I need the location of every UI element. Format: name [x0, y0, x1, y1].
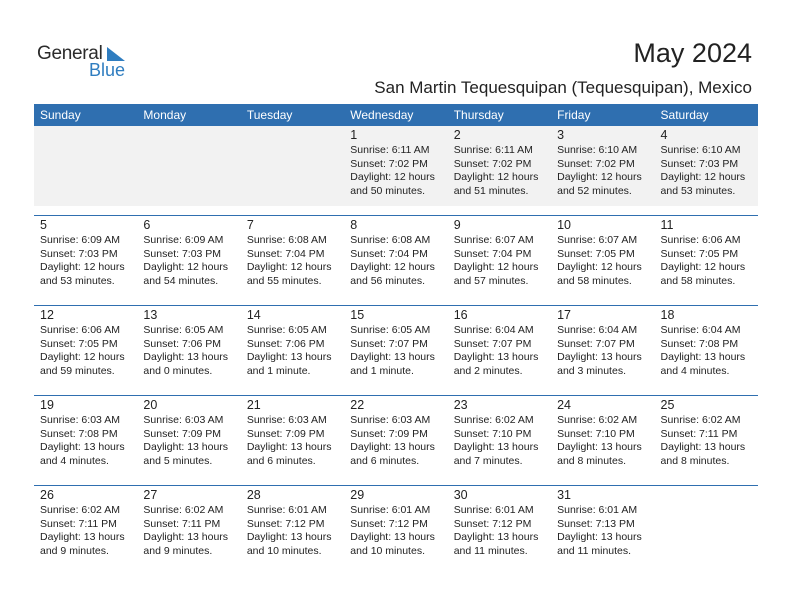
- sunset-text: Sunset: 7:09 PM: [350, 427, 428, 440]
- day-number: 30: [453, 488, 468, 502]
- daylight-text: Daylight: 13 hours: [246, 351, 332, 364]
- daylight-text: Daylight: 13 hours: [453, 531, 539, 544]
- day-cell: [551, 306, 654, 376]
- sunrise-text: Sunrise: 6:07 AM: [557, 234, 638, 246]
- day-cell: [344, 126, 447, 206]
- sunset-text: Sunset: 7:06 PM: [246, 337, 325, 350]
- empty-day-cell: [137, 126, 240, 206]
- daylight-text: Daylight: 13 hours: [557, 351, 642, 364]
- daylight-minutes-text: and 10 minutes.: [246, 544, 322, 557]
- day-cell: [344, 396, 447, 466]
- day-number: 3: [557, 128, 565, 142]
- sunrise-text: Sunrise: 6:08 AM: [246, 234, 327, 246]
- sunset-text: Sunset: 7:03 PM: [660, 157, 739, 170]
- week-row: [34, 485, 758, 556]
- day-number: 17: [557, 308, 572, 322]
- generalblue-logo: [37, 43, 137, 81]
- daylight-minutes-text: and 6 minutes.: [246, 454, 316, 467]
- daylight-text: Daylight: 13 hours: [557, 441, 642, 454]
- day-number: 15: [350, 308, 365, 322]
- day-number: 19: [40, 398, 54, 412]
- daylight-minutes-text: and 2 minutes.: [453, 364, 523, 377]
- sunset-text: Sunset: 7:04 PM: [453, 247, 532, 260]
- sunrise-text: Sunrise: 6:03 AM: [350, 414, 431, 426]
- sunset-text: Sunset: 7:07 PM: [557, 337, 635, 350]
- day-cell: [448, 216, 551, 286]
- day-number: 22: [350, 398, 365, 412]
- daylight-minutes-text: and 57 minutes.: [453, 274, 529, 287]
- daylight-minutes-text: and 8 minutes.: [557, 454, 626, 467]
- page-title: May 2024: [633, 38, 752, 68]
- daylight-minutes-text: and 0 minutes.: [143, 364, 213, 377]
- sunrise-text: Sunrise: 6:11 AM: [350, 144, 430, 156]
- location-subtitle: San Martin Tequesquipan (Tequesquipan), Mexico: [374, 78, 752, 97]
- daylight-minutes-text: and 5 minutes.: [143, 454, 213, 467]
- daylight-text: Daylight: 13 hours: [660, 351, 746, 364]
- sunset-text: Sunset: 7:08 PM: [660, 337, 739, 350]
- day-number: 7: [246, 218, 254, 232]
- daylight-minutes-text: and 53 minutes.: [40, 274, 115, 287]
- day-number: 4: [660, 128, 668, 142]
- daylight-text: Daylight: 12 hours: [246, 261, 332, 274]
- day-cell: [551, 216, 654, 286]
- daylight-text: Daylight: 13 hours: [350, 531, 435, 544]
- daylight-minutes-text: and 4 minutes.: [40, 454, 109, 467]
- weekday-saturday: Saturday: [660, 108, 709, 122]
- sunset-text: Sunset: 7:07 PM: [350, 337, 428, 350]
- daylight-minutes-text: and 11 minutes.: [557, 544, 632, 557]
- day-cell: [655, 216, 758, 286]
- sunrise-text: Sunrise: 6:03 AM: [40, 414, 120, 426]
- daylight-minutes-text: and 55 minutes.: [246, 274, 322, 287]
- day-cell: [551, 396, 654, 466]
- day-number: 8: [350, 218, 358, 232]
- daylight-text: Daylight: 12 hours: [660, 171, 746, 184]
- daylight-text: Daylight: 13 hours: [40, 441, 125, 454]
- sunset-text: Sunset: 7:08 PM: [40, 427, 118, 440]
- sunset-text: Sunset: 7:10 PM: [453, 427, 532, 440]
- day-cell: [137, 216, 240, 286]
- daylight-text: Daylight: 13 hours: [246, 441, 332, 454]
- day-cell: [655, 306, 758, 376]
- day-cell: [655, 396, 758, 466]
- day-number: 21: [246, 398, 261, 412]
- daylight-minutes-text: and 50 minutes.: [350, 184, 425, 197]
- daylight-minutes-text: and 3 minutes.: [557, 364, 626, 377]
- daylight-text: Daylight: 13 hours: [143, 351, 229, 364]
- sunset-text: Sunset: 7:12 PM: [453, 517, 532, 530]
- sunset-text: Sunset: 7:02 PM: [350, 157, 428, 170]
- week-row: [34, 215, 758, 286]
- daylight-text: Daylight: 12 hours: [453, 261, 539, 274]
- sunrise-text: Sunrise: 6:01 AM: [453, 504, 534, 516]
- daylight-minutes-text: and 53 minutes.: [660, 184, 736, 197]
- daylight-minutes-text: and 11 minutes.: [453, 544, 528, 557]
- sunset-text: Sunset: 7:12 PM: [246, 517, 325, 530]
- sunset-text: Sunset: 7:11 PM: [143, 517, 221, 530]
- day-cell: [241, 306, 344, 376]
- day-cell: [448, 126, 551, 206]
- sunset-text: Sunset: 7:09 PM: [143, 427, 222, 440]
- daylight-text: Daylight: 12 hours: [660, 261, 746, 274]
- sunset-text: Sunset: 7:04 PM: [246, 247, 325, 260]
- sunrise-text: Sunrise: 6:02 AM: [660, 414, 741, 426]
- sunset-text: Sunset: 7:10 PM: [557, 427, 635, 440]
- weekday-thursday: Thursday: [453, 108, 504, 122]
- sunrise-text: Sunrise: 6:07 AM: [453, 234, 534, 246]
- logo-text-blue: Blue: [89, 60, 126, 80]
- sunset-text: Sunset: 7:02 PM: [557, 157, 635, 170]
- daylight-text: Daylight: 12 hours: [40, 351, 125, 364]
- sunrise-text: Sunrise: 6:02 AM: [557, 414, 638, 426]
- weekday-monday: Monday: [143, 108, 187, 122]
- day-number: 9: [453, 218, 461, 232]
- daylight-text: Daylight: 13 hours: [143, 531, 229, 544]
- day-cell: [448, 486, 551, 556]
- sunrise-text: Sunrise: 6:02 AM: [143, 504, 224, 516]
- day-cell: [34, 396, 137, 466]
- day-cell: [34, 306, 137, 376]
- day-number: 29: [350, 488, 365, 502]
- daylight-minutes-text: and 58 minutes.: [660, 274, 736, 287]
- daylight-minutes-text: and 56 minutes.: [350, 274, 425, 287]
- daylight-text: Daylight: 12 hours: [40, 261, 125, 274]
- daylight-text: Daylight: 13 hours: [246, 531, 332, 544]
- sunset-text: Sunset: 7:13 PM: [557, 517, 635, 530]
- sunset-text: Sunset: 7:12 PM: [350, 517, 428, 530]
- day-cell: [344, 486, 447, 556]
- sunset-text: Sunset: 7:05 PM: [40, 337, 118, 350]
- day-number: 1: [350, 128, 358, 142]
- week-row: [34, 126, 758, 206]
- daylight-text: Daylight: 12 hours: [557, 261, 642, 274]
- logo-triangle-icon: [107, 47, 125, 61]
- weekday-friday: Friday: [557, 108, 591, 122]
- week-row: [34, 395, 758, 466]
- day-number: 10: [557, 218, 572, 232]
- weekday-wednesday: Wednesday: [350, 108, 414, 122]
- day-cell: [137, 306, 240, 376]
- daylight-minutes-text: and 51 minutes.: [453, 184, 529, 197]
- day-number: 14: [246, 308, 261, 322]
- sunrise-text: Sunrise: 6:10 AM: [557, 144, 638, 156]
- sunrise-text: Sunrise: 6:02 AM: [453, 414, 534, 426]
- daylight-text: Daylight: 13 hours: [350, 351, 435, 364]
- sunrise-text: Sunrise: 6:05 AM: [350, 324, 431, 336]
- week-row: [34, 305, 758, 376]
- day-number: 24: [557, 398, 572, 412]
- sunset-text: Sunset: 7:02 PM: [453, 157, 532, 170]
- daylight-minutes-text: and 1 minute.: [350, 364, 414, 377]
- sunset-text: Sunset: 7:06 PM: [143, 337, 222, 350]
- daylight-minutes-text: and 8 minutes.: [660, 454, 730, 467]
- weekday-sunday: Sunday: [40, 108, 81, 122]
- daylight-text: Daylight: 13 hours: [143, 441, 229, 454]
- weekday-tuesday: Tuesday: [246, 108, 293, 122]
- day-number: 28: [246, 488, 261, 502]
- day-cell: [241, 216, 344, 286]
- day-cell: [344, 306, 447, 376]
- sunrise-text: Sunrise: 6:01 AM: [557, 504, 638, 516]
- daylight-minutes-text: and 7 minutes.: [453, 454, 523, 467]
- daylight-minutes-text: and 54 minutes.: [143, 274, 219, 287]
- day-number: 12: [40, 308, 54, 322]
- sunrise-text: Sunrise: 6:03 AM: [143, 414, 224, 426]
- daylight-minutes-text: and 1 minute.: [246, 364, 311, 377]
- sunrise-text: Sunrise: 6:03 AM: [246, 414, 327, 426]
- daylight-text: Daylight: 13 hours: [660, 441, 746, 454]
- sunrise-text: Sunrise: 6:04 AM: [453, 324, 534, 336]
- sunrise-text: Sunrise: 6:06 AM: [660, 234, 741, 246]
- daylight-minutes-text: and 9 minutes.: [40, 544, 109, 557]
- sunrise-text: Sunrise: 6:02 AM: [40, 504, 120, 516]
- day-cell: [241, 486, 344, 556]
- empty-day-cell: [34, 126, 137, 206]
- daylight-minutes-text: and 58 minutes.: [557, 274, 632, 287]
- daylight-text: Daylight: 13 hours: [453, 441, 539, 454]
- daylight-text: Daylight: 12 hours: [350, 171, 435, 184]
- daylight-text: Daylight: 12 hours: [143, 261, 229, 274]
- logo-text-general: General: [37, 43, 103, 64]
- daylight-text: Daylight: 12 hours: [557, 171, 642, 184]
- empty-day-cell: [241, 126, 344, 206]
- sunrise-text: Sunrise: 6:08 AM: [350, 234, 431, 246]
- daylight-minutes-text: and 9 minutes.: [143, 544, 213, 557]
- sunrise-text: Sunrise: 6:11 AM: [453, 144, 533, 156]
- day-cell: [655, 126, 758, 206]
- sunset-text: Sunset: 7:11 PM: [660, 427, 738, 440]
- day-cell: [34, 216, 137, 286]
- sunset-text: Sunset: 7:03 PM: [40, 247, 118, 260]
- daylight-minutes-text: and 59 minutes.: [40, 364, 115, 377]
- sunrise-text: Sunrise: 6:09 AM: [40, 234, 120, 246]
- sunrise-text: Sunrise: 6:10 AM: [660, 144, 741, 156]
- day-cell: [137, 396, 240, 466]
- daylight-minutes-text: and 4 minutes.: [660, 364, 730, 377]
- sunrise-text: Sunrise: 6:01 AM: [246, 504, 327, 516]
- day-number: 25: [660, 398, 675, 412]
- sunset-text: Sunset: 7:05 PM: [557, 247, 635, 260]
- day-cell: [551, 126, 654, 206]
- day-cell: [448, 306, 551, 376]
- sunset-text: Sunset: 7:04 PM: [350, 247, 428, 260]
- day-number: 31: [557, 488, 572, 502]
- day-number: 18: [660, 308, 675, 322]
- day-number: 11: [660, 218, 674, 232]
- day-cell: [241, 396, 344, 466]
- day-cell: [344, 216, 447, 286]
- day-number: 26: [40, 488, 54, 502]
- sunrise-text: Sunrise: 6:04 AM: [557, 324, 638, 336]
- day-cell: [34, 486, 137, 556]
- daylight-text: Daylight: 13 hours: [557, 531, 642, 544]
- daylight-text: Daylight: 13 hours: [40, 531, 125, 544]
- sunset-text: Sunset: 7:05 PM: [660, 247, 739, 260]
- daylight-text: Daylight: 12 hours: [350, 261, 435, 274]
- sunrise-text: Sunrise: 6:04 AM: [660, 324, 741, 336]
- empty-day-cell: [655, 486, 758, 556]
- day-number: 23: [453, 398, 468, 412]
- sunset-text: Sunset: 7:07 PM: [453, 337, 532, 350]
- sunrise-text: Sunrise: 6:01 AM: [350, 504, 431, 516]
- sunrise-text: Sunrise: 6:05 AM: [246, 324, 327, 336]
- day-cell: [448, 396, 551, 466]
- day-number: 27: [143, 488, 158, 502]
- day-cell: [551, 486, 654, 556]
- sunset-text: Sunset: 7:03 PM: [143, 247, 222, 260]
- daylight-text: Daylight: 13 hours: [453, 351, 539, 364]
- day-number: 20: [143, 398, 158, 412]
- day-number: 5: [40, 218, 47, 232]
- sunrise-text: Sunrise: 6:06 AM: [40, 324, 120, 336]
- sunrise-text: Sunrise: 6:05 AM: [143, 324, 224, 336]
- day-number: 2: [453, 128, 461, 142]
- weekday-header: [34, 104, 758, 126]
- sunrise-text: Sunrise: 6:09 AM: [143, 234, 224, 246]
- day-number: 13: [143, 308, 158, 322]
- daylight-minutes-text: and 6 minutes.: [350, 454, 420, 467]
- day-cell: [137, 486, 240, 556]
- sunset-text: Sunset: 7:11 PM: [40, 517, 117, 530]
- daylight-text: Daylight: 12 hours: [453, 171, 539, 184]
- daylight-minutes-text: and 52 minutes.: [557, 184, 632, 197]
- day-number: 6: [143, 218, 151, 232]
- sunset-text: Sunset: 7:09 PM: [246, 427, 325, 440]
- daylight-text: Daylight: 13 hours: [350, 441, 435, 454]
- daylight-minutes-text: and 10 minutes.: [350, 544, 425, 557]
- day-number: 16: [453, 308, 468, 322]
